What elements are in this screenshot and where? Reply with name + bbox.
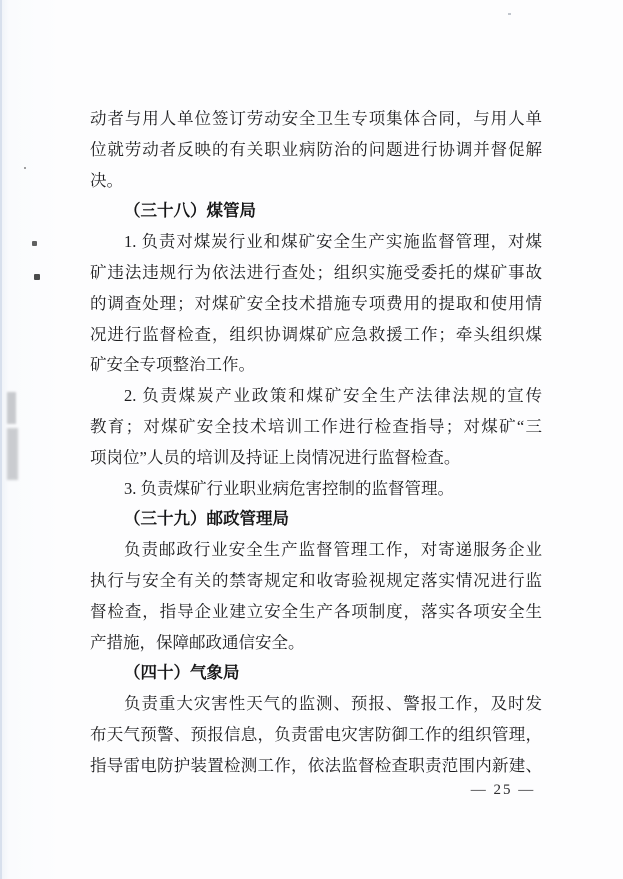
text-line: 项岗位”人员的培训及持证上岗情况进行监督检查。 [90, 447, 461, 467]
scan-artifact [7, 392, 16, 424]
text-line: 的调查处理；对煤矿安全技术措施专项费用的提取和使用情 [90, 293, 542, 313]
text-line: 指导雷电防护装置检测工作，依法监督检查职责范围内新建、 [90, 755, 542, 775]
text-line: 产措施，保障邮政通信安全。 [90, 632, 305, 652]
scan-artifact [32, 241, 37, 246]
text-line: 教育；对煤矿安全技术培训工作进行检查指导；对煤矿“三 [90, 416, 542, 436]
scan-artifact [508, 13, 511, 15]
scan-edge-shadow [0, 0, 2, 879]
document-body [90, 104, 542, 782]
scan-artifact [34, 274, 40, 280]
scan-artifact [7, 428, 18, 480]
text-line: 3. 负责煤矿行业职业病危害控制的监督管理。 [124, 478, 454, 498]
text-line: 执行与安全有关的禁寄规定和收寄验视规定落实情况进行监 [90, 570, 542, 590]
text-line: 1. 负责对煤炭行业和煤矿安全生产实施监督管理，对煤 [124, 232, 542, 252]
text-line: 负责邮政行业安全生产监督管理工作，对寄递服务企业 [124, 540, 542, 560]
text-line: 矿违法违规行为依法进行查处；组织实施受委托的煤矿事故 [90, 262, 542, 282]
scan-artifact [24, 167, 26, 169]
section-heading-40: （四十）气象局 [124, 663, 240, 683]
text-line: 督检查，指导企业建立安全生产各项制度，落实各项安全生 [90, 601, 542, 621]
text-line: 决。 [90, 170, 123, 190]
text-line: 动者与用人单位签订劳动安全卫生专项集体合同，与用人单 [90, 109, 542, 128]
text-line: 位就劳动者反映的有关职业病防治的问题进行协调并督促解 [90, 139, 542, 159]
text-line: 2. 负责煤炭产业政策和煤矿安全生产法律法规的宣传 [124, 386, 542, 406]
section-heading-39: （三十九）邮政管理局 [124, 509, 289, 529]
text-line: 况进行监督检查，组织协调煤矿应急救援工作；牵头组织煤 [90, 324, 542, 344]
page-number: — 25 — [470, 782, 536, 798]
text-line: 布天气预警、预报信息，负责雷电灾害防御工作的组织管理， [90, 724, 542, 744]
text-line: 负责重大灾害性天气的监测、预报、警报工作，及时发 [124, 694, 542, 714]
text-line: 矿安全专项整治工作。 [90, 355, 255, 375]
section-heading-38: （三十八）煤管局 [124, 201, 256, 221]
